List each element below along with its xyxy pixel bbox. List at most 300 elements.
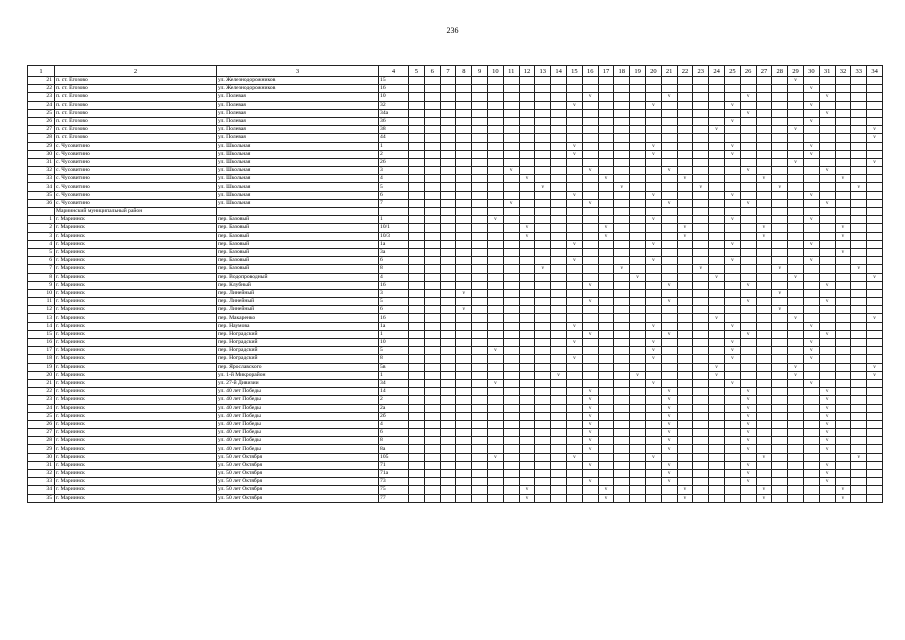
empty-cell bbox=[630, 396, 646, 404]
empty-cell bbox=[677, 109, 693, 117]
house-cell: 36 bbox=[379, 117, 409, 125]
empty-cell bbox=[661, 363, 677, 371]
empty-cell bbox=[519, 404, 535, 412]
empty-cell bbox=[867, 248, 883, 256]
empty-cell bbox=[788, 183, 804, 191]
empty-cell bbox=[756, 429, 772, 437]
empty-cell bbox=[488, 339, 504, 347]
check-mark: v bbox=[788, 77, 804, 85]
settlement-cell: с. Чусовитино bbox=[55, 183, 217, 191]
empty-cell bbox=[756, 470, 772, 478]
table-row bbox=[28, 437, 883, 445]
empty-cell bbox=[693, 298, 709, 306]
empty-cell bbox=[756, 445, 772, 453]
check-mark: v bbox=[582, 167, 598, 175]
empty-cell bbox=[630, 339, 646, 347]
empty-cell bbox=[567, 363, 583, 371]
empty-cell bbox=[551, 420, 567, 428]
empty-cell bbox=[788, 224, 804, 232]
empty-cell bbox=[756, 404, 772, 412]
empty-cell bbox=[740, 494, 756, 502]
empty-cell bbox=[535, 461, 551, 469]
empty-cell bbox=[472, 404, 488, 412]
empty-cell bbox=[819, 232, 835, 240]
empty-cell bbox=[472, 494, 488, 502]
empty-cell bbox=[567, 478, 583, 486]
check-mark: v bbox=[519, 175, 535, 183]
empty-cell bbox=[630, 183, 646, 191]
empty-cell bbox=[772, 355, 788, 363]
empty-cell bbox=[740, 216, 756, 224]
empty-cell bbox=[567, 486, 583, 494]
empty-cell bbox=[472, 339, 488, 347]
empty-cell bbox=[677, 339, 693, 347]
empty-cell bbox=[472, 191, 488, 199]
check-mark: v bbox=[835, 248, 851, 256]
empty-cell bbox=[472, 183, 488, 191]
empty-cell bbox=[409, 420, 425, 428]
empty-cell bbox=[582, 470, 598, 478]
empty-cell bbox=[440, 339, 456, 347]
empty-cell bbox=[867, 216, 883, 224]
check-mark: v bbox=[598, 224, 614, 232]
check-mark: v bbox=[803, 191, 819, 199]
empty-cell bbox=[772, 77, 788, 85]
empty-cell bbox=[835, 388, 851, 396]
empty-cell bbox=[819, 134, 835, 142]
empty-cell bbox=[424, 101, 440, 109]
empty-cell bbox=[867, 486, 883, 494]
empty-cell bbox=[488, 224, 504, 232]
empty-cell bbox=[488, 289, 504, 297]
empty-cell bbox=[614, 330, 630, 338]
empty-cell bbox=[409, 167, 425, 175]
empty-cell bbox=[803, 371, 819, 379]
empty-cell bbox=[551, 322, 567, 330]
empty-cell bbox=[614, 142, 630, 150]
empty-cell bbox=[645, 281, 661, 289]
empty-cell bbox=[661, 322, 677, 330]
row-number: 29 bbox=[28, 445, 55, 453]
empty-cell bbox=[472, 371, 488, 379]
table-row bbox=[28, 306, 883, 314]
empty-cell bbox=[867, 281, 883, 289]
empty-cell bbox=[472, 412, 488, 420]
empty-cell bbox=[740, 347, 756, 355]
empty-cell bbox=[835, 371, 851, 379]
street-cell: ул. 40 лет Победы bbox=[217, 404, 379, 412]
row-number: 36 bbox=[28, 199, 55, 207]
empty-cell bbox=[835, 183, 851, 191]
empty-cell bbox=[724, 248, 740, 256]
check-mark: v bbox=[661, 298, 677, 306]
empty-cell bbox=[598, 240, 614, 248]
empty-cell bbox=[867, 339, 883, 347]
empty-cell bbox=[756, 273, 772, 281]
empty-cell bbox=[772, 379, 788, 387]
check-mark: v bbox=[819, 461, 835, 469]
empty-cell bbox=[535, 257, 551, 265]
empty-cell bbox=[598, 142, 614, 150]
empty-cell bbox=[567, 85, 583, 93]
empty-cell bbox=[614, 85, 630, 93]
empty-cell bbox=[788, 240, 804, 248]
empty-cell bbox=[677, 314, 693, 322]
empty-cell bbox=[724, 371, 740, 379]
settlement-cell: с. Чусовитино bbox=[55, 199, 217, 207]
check-mark: v bbox=[645, 322, 661, 330]
empty-cell bbox=[567, 461, 583, 469]
empty-cell bbox=[535, 371, 551, 379]
empty-cell bbox=[756, 117, 772, 125]
empty-cell bbox=[724, 453, 740, 461]
empty-cell bbox=[819, 150, 835, 158]
column-header: 7 bbox=[440, 66, 456, 77]
empty-cell bbox=[867, 347, 883, 355]
settlement-cell: г. Мариинск bbox=[55, 388, 217, 396]
street-cell: пер. Макаренко bbox=[217, 314, 379, 322]
empty-cell bbox=[756, 420, 772, 428]
empty-cell bbox=[788, 445, 804, 453]
empty-cell bbox=[424, 281, 440, 289]
empty-cell bbox=[724, 445, 740, 453]
empty-cell bbox=[424, 183, 440, 191]
column-header: 23 bbox=[693, 66, 709, 77]
empty-cell bbox=[598, 429, 614, 437]
empty-cell bbox=[645, 445, 661, 453]
check-mark: v bbox=[582, 445, 598, 453]
empty-cell bbox=[803, 224, 819, 232]
empty-cell bbox=[440, 126, 456, 134]
empty-cell bbox=[803, 470, 819, 478]
empty-cell bbox=[582, 339, 598, 347]
check-mark: v bbox=[724, 339, 740, 347]
empty-cell bbox=[488, 461, 504, 469]
empty-cell bbox=[456, 347, 472, 355]
empty-cell bbox=[614, 93, 630, 101]
check-mark: v bbox=[788, 371, 804, 379]
empty-cell bbox=[409, 183, 425, 191]
empty-cell bbox=[456, 117, 472, 125]
empty-cell bbox=[693, 117, 709, 125]
empty-cell bbox=[709, 445, 725, 453]
empty-cell bbox=[551, 183, 567, 191]
empty-cell bbox=[503, 355, 519, 363]
street-cell: пер. Линейный bbox=[217, 306, 379, 314]
check-mark: v bbox=[661, 429, 677, 437]
street-cell: пер. Линейный bbox=[217, 289, 379, 297]
check-mark: v bbox=[788, 273, 804, 281]
empty-cell bbox=[772, 167, 788, 175]
empty-cell bbox=[456, 257, 472, 265]
empty-cell bbox=[693, 437, 709, 445]
empty-cell bbox=[503, 404, 519, 412]
house-cell: 34 bbox=[379, 379, 409, 387]
row-number: 14 bbox=[28, 322, 55, 330]
empty-cell bbox=[819, 126, 835, 134]
empty-cell bbox=[788, 388, 804, 396]
empty-cell bbox=[630, 420, 646, 428]
empty-cell bbox=[582, 224, 598, 232]
empty-cell bbox=[677, 347, 693, 355]
empty-cell bbox=[488, 470, 504, 478]
empty-cell bbox=[440, 412, 456, 420]
check-mark: v bbox=[724, 191, 740, 199]
empty-cell bbox=[519, 322, 535, 330]
empty-cell bbox=[503, 330, 519, 338]
empty-cell bbox=[567, 183, 583, 191]
check-mark: v bbox=[582, 412, 598, 420]
column-header: 14 bbox=[551, 66, 567, 77]
settlement-cell: п. ст. Егозово bbox=[55, 117, 217, 125]
check-mark: v bbox=[867, 314, 883, 322]
column-header: 18 bbox=[614, 66, 630, 77]
empty-cell bbox=[582, 248, 598, 256]
empty-cell bbox=[724, 404, 740, 412]
empty-cell bbox=[756, 478, 772, 486]
empty-cell bbox=[693, 224, 709, 232]
empty-cell bbox=[693, 175, 709, 183]
empty-cell bbox=[677, 396, 693, 404]
empty-cell bbox=[598, 289, 614, 297]
empty-cell bbox=[409, 109, 425, 117]
empty-cell bbox=[724, 167, 740, 175]
empty-cell bbox=[851, 175, 867, 183]
empty-cell bbox=[819, 183, 835, 191]
empty-cell bbox=[740, 183, 756, 191]
table-row bbox=[28, 191, 883, 199]
empty-cell bbox=[551, 470, 567, 478]
empty-cell bbox=[409, 355, 425, 363]
empty-cell bbox=[677, 298, 693, 306]
check-mark: v bbox=[835, 175, 851, 183]
empty-cell bbox=[693, 240, 709, 248]
empty-cell bbox=[424, 248, 440, 256]
empty-cell bbox=[598, 404, 614, 412]
empty-cell bbox=[551, 77, 567, 85]
empty-cell bbox=[693, 281, 709, 289]
empty-cell bbox=[709, 77, 725, 85]
empty-cell bbox=[677, 470, 693, 478]
empty-cell bbox=[472, 396, 488, 404]
empty-cell bbox=[645, 265, 661, 273]
empty-cell bbox=[867, 388, 883, 396]
empty-cell bbox=[472, 486, 488, 494]
empty-cell bbox=[661, 453, 677, 461]
empty-cell bbox=[472, 175, 488, 183]
empty-cell bbox=[535, 298, 551, 306]
check-mark: v bbox=[598, 486, 614, 494]
empty-cell bbox=[819, 85, 835, 93]
empty-cell bbox=[456, 109, 472, 117]
empty-cell bbox=[614, 77, 630, 85]
empty-cell bbox=[598, 347, 614, 355]
empty-cell bbox=[724, 273, 740, 281]
empty-cell bbox=[551, 314, 567, 322]
column-header: 19 bbox=[630, 66, 646, 77]
check-mark: v bbox=[740, 93, 756, 101]
empty-cell bbox=[567, 167, 583, 175]
empty-cell bbox=[456, 240, 472, 248]
empty-cell bbox=[614, 322, 630, 330]
empty-cell bbox=[503, 453, 519, 461]
check-mark: v bbox=[661, 330, 677, 338]
empty-cell bbox=[803, 248, 819, 256]
empty-cell bbox=[582, 175, 598, 183]
street-cell: ул. 50 лет Октября bbox=[217, 494, 379, 502]
empty-cell bbox=[851, 347, 867, 355]
empty-cell bbox=[724, 470, 740, 478]
empty-cell bbox=[772, 461, 788, 469]
empty-cell bbox=[756, 265, 772, 273]
empty-cell bbox=[851, 257, 867, 265]
empty-cell bbox=[645, 420, 661, 428]
empty-cell bbox=[693, 93, 709, 101]
table-row bbox=[28, 134, 883, 142]
settlement-cell: г. Мариинск bbox=[55, 461, 217, 469]
empty-cell bbox=[693, 453, 709, 461]
table-row bbox=[28, 339, 883, 347]
check-mark: v bbox=[724, 355, 740, 363]
empty-cell bbox=[803, 273, 819, 281]
empty-cell bbox=[440, 240, 456, 248]
empty-cell bbox=[803, 445, 819, 453]
empty-cell bbox=[835, 289, 851, 297]
empty-cell bbox=[630, 363, 646, 371]
empty-cell bbox=[851, 93, 867, 101]
check-mark: v bbox=[645, 339, 661, 347]
empty-cell bbox=[409, 134, 425, 142]
empty-cell bbox=[567, 232, 583, 240]
empty-cell bbox=[614, 412, 630, 420]
empty-cell bbox=[851, 216, 867, 224]
check-mark: v bbox=[567, 150, 583, 158]
empty-cell bbox=[567, 109, 583, 117]
empty-cell bbox=[535, 134, 551, 142]
settlement-cell: г. Мариинск bbox=[55, 412, 217, 420]
table-row bbox=[28, 363, 883, 371]
empty-cell bbox=[677, 77, 693, 85]
empty-cell bbox=[472, 142, 488, 150]
empty-cell bbox=[709, 257, 725, 265]
check-mark: v bbox=[803, 117, 819, 125]
row-number: 3 bbox=[28, 232, 55, 240]
empty-cell bbox=[851, 371, 867, 379]
empty-cell bbox=[424, 191, 440, 199]
empty-cell bbox=[456, 281, 472, 289]
empty-cell bbox=[456, 232, 472, 240]
empty-cell bbox=[614, 117, 630, 125]
empty-cell bbox=[519, 396, 535, 404]
empty-cell bbox=[503, 126, 519, 134]
settlement-cell: г. Мариинск bbox=[55, 347, 217, 355]
house-cell: 34а bbox=[379, 109, 409, 117]
empty-cell bbox=[488, 150, 504, 158]
empty-cell bbox=[740, 248, 756, 256]
check-mark: v bbox=[456, 289, 472, 297]
empty-cell bbox=[819, 486, 835, 494]
empty-cell bbox=[424, 420, 440, 428]
empty-cell bbox=[440, 93, 456, 101]
settlement-cell: г. Мариинск bbox=[55, 379, 217, 387]
empty-cell bbox=[456, 199, 472, 207]
empty-cell bbox=[709, 93, 725, 101]
empty-cell bbox=[598, 85, 614, 93]
empty-cell bbox=[503, 109, 519, 117]
empty-cell bbox=[614, 388, 630, 396]
empty-cell bbox=[424, 478, 440, 486]
empty-cell bbox=[835, 191, 851, 199]
empty-cell bbox=[598, 339, 614, 347]
empty-cell bbox=[645, 117, 661, 125]
check-mark: v bbox=[582, 461, 598, 469]
table-row bbox=[28, 486, 883, 494]
check-mark: v bbox=[582, 199, 598, 207]
empty-cell bbox=[424, 339, 440, 347]
table-row bbox=[28, 453, 883, 461]
empty-cell bbox=[535, 224, 551, 232]
empty-cell bbox=[440, 117, 456, 125]
empty-cell bbox=[472, 429, 488, 437]
empty-cell bbox=[567, 388, 583, 396]
empty-cell bbox=[724, 126, 740, 134]
empty-cell bbox=[835, 109, 851, 117]
empty-cell bbox=[772, 396, 788, 404]
empty-cell bbox=[851, 281, 867, 289]
empty-cell bbox=[788, 404, 804, 412]
check-mark: v bbox=[724, 347, 740, 355]
empty-cell bbox=[456, 339, 472, 347]
empty-cell bbox=[788, 470, 804, 478]
empty-cell bbox=[503, 232, 519, 240]
row-number: 4 bbox=[28, 240, 55, 248]
empty-cell bbox=[409, 175, 425, 183]
empty-cell bbox=[693, 461, 709, 469]
empty-cell bbox=[788, 232, 804, 240]
check-mark: v bbox=[740, 388, 756, 396]
check-mark: v bbox=[661, 167, 677, 175]
empty-cell bbox=[756, 109, 772, 117]
check-mark: v bbox=[803, 322, 819, 330]
check-mark: v bbox=[835, 486, 851, 494]
empty-cell bbox=[614, 175, 630, 183]
row-number: 32 bbox=[28, 167, 55, 175]
house-cell: 6 bbox=[379, 306, 409, 314]
empty-cell bbox=[740, 314, 756, 322]
empty-cell bbox=[456, 101, 472, 109]
empty-cell bbox=[551, 363, 567, 371]
empty-cell bbox=[535, 306, 551, 314]
empty-cell bbox=[503, 240, 519, 248]
empty-cell bbox=[645, 437, 661, 445]
empty-cell bbox=[693, 396, 709, 404]
house-cell: 4 bbox=[379, 420, 409, 428]
empty-cell bbox=[867, 445, 883, 453]
empty-cell bbox=[803, 453, 819, 461]
empty-cell bbox=[661, 486, 677, 494]
empty-cell bbox=[519, 298, 535, 306]
empty-cell bbox=[424, 93, 440, 101]
empty-cell bbox=[503, 314, 519, 322]
street-cell: пер. Линейный bbox=[217, 298, 379, 306]
empty-cell bbox=[567, 445, 583, 453]
empty-cell bbox=[819, 494, 835, 502]
empty-cell bbox=[440, 437, 456, 445]
empty-cell bbox=[756, 461, 772, 469]
empty-cell bbox=[645, 85, 661, 93]
empty-cell bbox=[819, 355, 835, 363]
empty-cell bbox=[835, 117, 851, 125]
